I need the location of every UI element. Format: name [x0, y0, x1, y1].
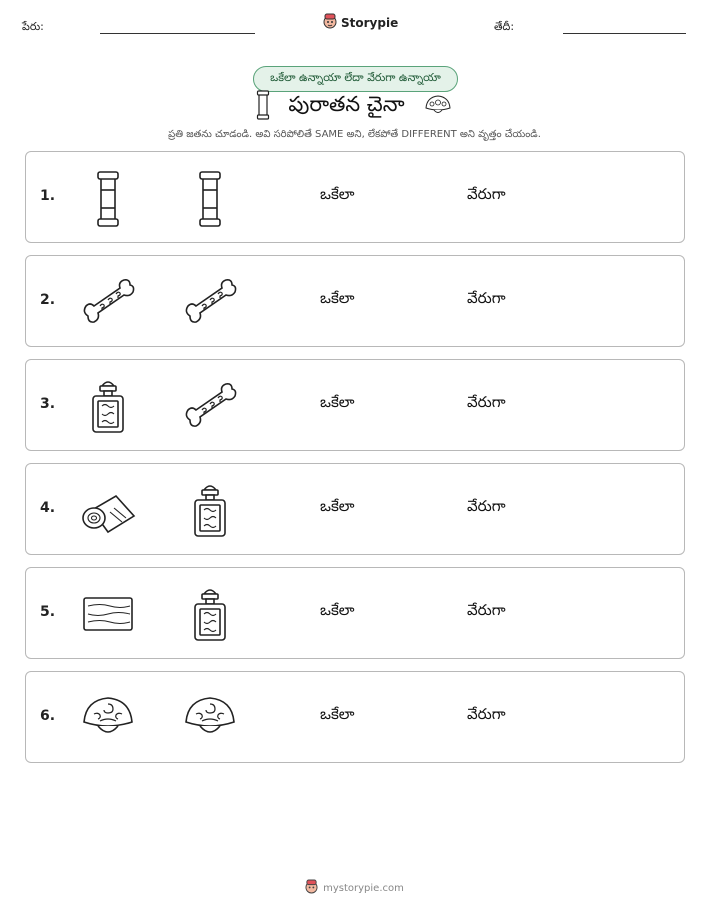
storypie-mascot-icon [323, 13, 337, 33]
question-number: 6. [40, 708, 56, 724]
snuff-bottle-icon [78, 376, 138, 436]
silk-roll-icon [78, 480, 138, 540]
question-number: 5. [40, 604, 56, 620]
question-number: 1. [40, 188, 56, 204]
same-option[interactable]: ఒకేలా [320, 497, 355, 515]
scroll-icon [180, 168, 240, 228]
scroll-icon [78, 168, 138, 228]
name-label: పేరు: [22, 20, 44, 33]
scroll-icon [256, 90, 270, 124]
page-title: పురాతన చైనా [288, 92, 405, 116]
question-row-5 [25, 567, 685, 659]
question-number: 2. [40, 292, 56, 308]
different-option[interactable]: వేరుగా [467, 705, 506, 723]
question-number: 3. [40, 396, 56, 412]
turtle-shell-icon [78, 688, 138, 748]
different-option[interactable]: వేరుగా [467, 289, 506, 307]
snuff-bottle-icon [180, 480, 240, 540]
name-field[interactable] [100, 33, 255, 34]
date-field[interactable] [563, 33, 686, 34]
snuff-bottle-icon [180, 584, 240, 644]
same-option[interactable]: ఒకేలా [320, 705, 355, 723]
different-option[interactable]: వేరుగా [467, 393, 506, 411]
turtle-shell-icon [180, 688, 240, 748]
instructions: ప్రతి జతను చూడండి. అవి సరిపోలితే SAME అని, లేకపోతే DIFFERENT అని వృత్తం చేయండి. [168, 129, 541, 140]
question-row-6 [25, 671, 685, 763]
question-row-1 [25, 151, 685, 243]
question-number: 4. [40, 500, 56, 516]
same-option[interactable]: ఒకేలా [320, 601, 355, 619]
oracle-bone-icon [78, 272, 138, 332]
date-label: తేదీ: [494, 20, 515, 33]
oracle-bone-icon [180, 376, 240, 436]
different-option[interactable]: వేరుగా [467, 601, 506, 619]
brand-logo [323, 13, 398, 33]
footer [0, 879, 709, 898]
different-option[interactable]: వేరుగా [467, 185, 506, 203]
question-row-2 [25, 255, 685, 347]
wood-block-icon [78, 584, 138, 644]
same-option[interactable]: ఒకేలా [320, 289, 355, 307]
storypie-mascot-icon [305, 879, 318, 898]
footer-url: mystorypie.com [323, 883, 404, 894]
turtle-shell-icon [423, 93, 453, 121]
different-option[interactable]: వేరుగా [467, 497, 506, 515]
brand-name: Storypie [341, 16, 399, 30]
same-option[interactable]: ఒకేలా [320, 393, 355, 411]
question-row-3 [25, 359, 685, 451]
question-row-4 [25, 463, 685, 555]
worksheet-badge: ఒకేలా ఉన్నాయా లేదా వేరుగా ఉన్నాయా [253, 66, 458, 92]
oracle-bone-icon [180, 272, 240, 332]
title-row [0, 92, 709, 122]
same-option[interactable]: ఒకేలా [320, 185, 355, 203]
